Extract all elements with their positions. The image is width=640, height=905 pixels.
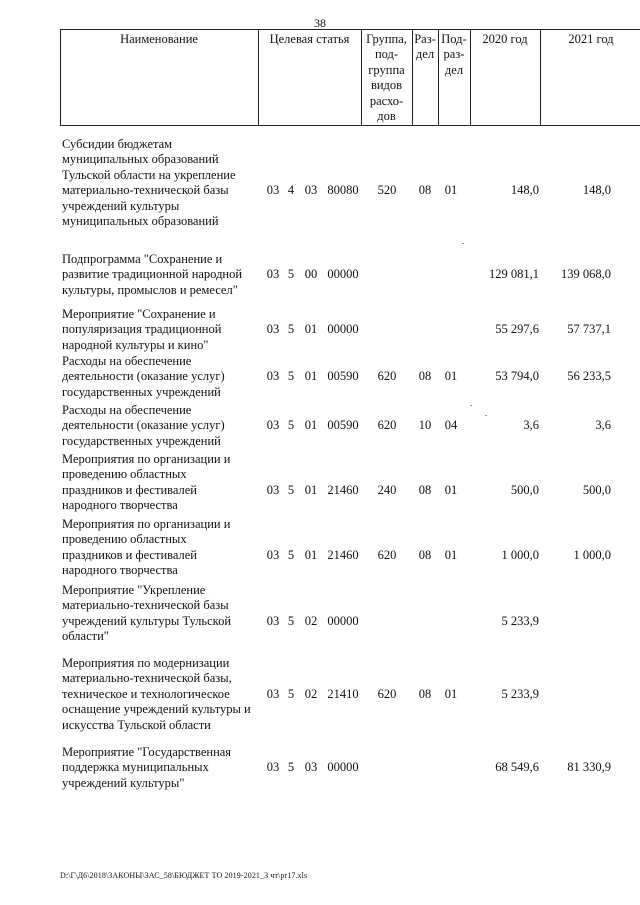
amount-2021-cell: 500,0	[582, 482, 611, 497]
subsection-cell: 01	[444, 183, 458, 198]
code-subprogram: 5	[287, 760, 295, 775]
scan-speck	[485, 415, 487, 416]
row-name: Мероприятия по модернизации материально-технической базы, техническое и технологическое оснащение учреждений культуры и искусства Тульской области	[62, 656, 251, 732]
amount-2020-cell: 3,6	[523, 418, 539, 433]
amount-2021-cell: 3,6	[595, 418, 611, 433]
expense-group-cell: 620	[377, 686, 397, 701]
code-subprogram: 4	[287, 183, 295, 198]
row-name: Расходы на обеспечение деятельности (оказание услуг) государственных учреждений	[62, 403, 225, 448]
row-name: Расходы на обеспечение деятельности (оказание услуг) государственных учреждений	[62, 354, 225, 399]
section-cell: 08	[418, 547, 432, 562]
code-event: 00	[304, 267, 318, 282]
amount-2020-cell: 68 549,6	[495, 760, 539, 775]
code-direction: 00000	[327, 267, 359, 282]
header-target-article: Целевая статья	[269, 32, 350, 46]
amount-2020-cell: 1 000,0	[501, 547, 539, 562]
section-cell: 08	[418, 686, 432, 701]
code-subprogram: 5	[287, 322, 295, 337]
subsection-cell: 01	[444, 482, 458, 497]
row-name: Мероприятия по организации и проведению областных праздников и фестивалей народного творчества	[62, 452, 231, 513]
code-event: 03	[304, 183, 318, 198]
amount-2021-cell: 57 737,1	[567, 322, 611, 337]
code-direction: 00590	[327, 418, 359, 433]
code-program: 03	[266, 418, 280, 433]
code-event: 01	[304, 482, 318, 497]
expense-group-cell: 520	[377, 183, 397, 198]
row-name: Мероприятие "Государственная поддержка муниципальных учреждений культуры"	[62, 745, 232, 790]
header-subsection: Под- раз- дел	[441, 32, 467, 77]
section-cell: 08	[418, 482, 432, 497]
code-subprogram: 5	[287, 267, 295, 282]
table-header	[60, 29, 640, 126]
amount-2020-cell: 5 233,9	[501, 686, 539, 701]
code-program: 03	[266, 613, 280, 628]
amount-2020-cell: 148,0	[510, 183, 539, 198]
amount-2021-cell: 139 068,0	[561, 267, 611, 282]
code-program: 03	[266, 760, 280, 775]
expense-group-cell: 620	[377, 418, 397, 433]
section-cell: 10	[418, 418, 432, 433]
expense-group-cell: 240	[377, 482, 397, 497]
expense-group-cell: 620	[377, 547, 397, 562]
code-event: 02	[304, 613, 318, 628]
amount-2020-cell: 129 081,1	[489, 267, 539, 282]
amount-2021-cell: 81 330,9	[567, 760, 611, 775]
amount-2020-cell: 55 297,6	[495, 322, 539, 337]
code-program: 03	[266, 482, 280, 497]
code-subprogram: 5	[287, 547, 295, 562]
code-subprogram: 5	[287, 613, 295, 628]
code-direction: 00590	[327, 369, 359, 384]
scan-speck	[462, 243, 464, 244]
row-name: Мероприятие "Укрепление материально-технической базы учреждений культуры Тульской области"	[62, 583, 232, 644]
code-direction: 00000	[327, 613, 359, 628]
amount-2021-cell: 148,0	[582, 183, 611, 198]
code-program: 03	[266, 369, 280, 384]
code-program: 03	[266, 183, 280, 198]
code-program: 03	[266, 267, 280, 282]
row-name: Мероприятие "Сохранение и популяризация традиционной народной культуры и кино"	[62, 307, 222, 352]
row-name: Субсидии бюджетам муниципальных образований Тульской области на укрепление материально-технической базы учреждений культуры муниципальных образований	[62, 137, 236, 229]
row-name: Подпрограмма "Сохранение и развитие традиционной народной культуры, промыслов и ремесел"	[62, 252, 243, 297]
code-direction: 00000	[327, 760, 359, 775]
section-cell: 08	[418, 183, 432, 198]
subsection-cell: 01	[444, 686, 458, 701]
code-subprogram: 5	[287, 686, 295, 701]
code-direction: 21460	[327, 547, 359, 562]
code-subprogram: 5	[287, 418, 295, 433]
code-event: 03	[304, 760, 318, 775]
scan-speck	[470, 405, 472, 406]
amount-2020-cell: 5 233,9	[501, 613, 539, 628]
header-year-2021: 2021 год	[568, 32, 614, 46]
code-event: 01	[304, 547, 318, 562]
code-event: 01	[304, 369, 318, 384]
file-path-footer: D:\Г\Д6\2018\ЗАКОНЫ\ЗАС_58\БЮДЖЕТ ТО 2019-2021_3 чт\pr17.xls	[60, 871, 308, 880]
subsection-cell: 04	[444, 418, 458, 433]
amount-2020-cell: 53 794,0	[495, 369, 539, 384]
amount-2020-cell: 500,0	[510, 482, 539, 497]
code-program: 03	[266, 686, 280, 701]
code-subprogram: 5	[287, 369, 295, 384]
row-name: Мероприятия по организации и проведению областных праздников и фестивалей народного творчества	[62, 517, 231, 578]
code-event: 01	[304, 418, 318, 433]
expense-group-cell: 620	[377, 369, 397, 384]
code-direction: 80080	[327, 183, 359, 198]
code-direction: 21460	[327, 482, 359, 497]
header-name: Наименование	[120, 32, 198, 46]
code-direction: 21410	[327, 686, 359, 701]
code-subprogram: 5	[287, 482, 295, 497]
subsection-cell: 01	[444, 369, 458, 384]
page-number: 38	[314, 16, 326, 30]
section-cell: 08	[418, 369, 432, 384]
amount-2021-cell: 56 233,5	[567, 369, 611, 384]
code-event: 02	[304, 686, 318, 701]
header-year-2020: 2020 год	[482, 32, 528, 46]
header-section: Раз- дел	[414, 32, 436, 62]
amount-2021-cell: 1 000,0	[573, 547, 611, 562]
header-expense-group: Группа, под- группа видов расхо- дов	[366, 32, 407, 124]
subsection-cell: 01	[444, 547, 458, 562]
code-direction: 00000	[327, 322, 359, 337]
code-program: 03	[266, 322, 280, 337]
code-event: 01	[304, 322, 318, 337]
code-program: 03	[266, 547, 280, 562]
